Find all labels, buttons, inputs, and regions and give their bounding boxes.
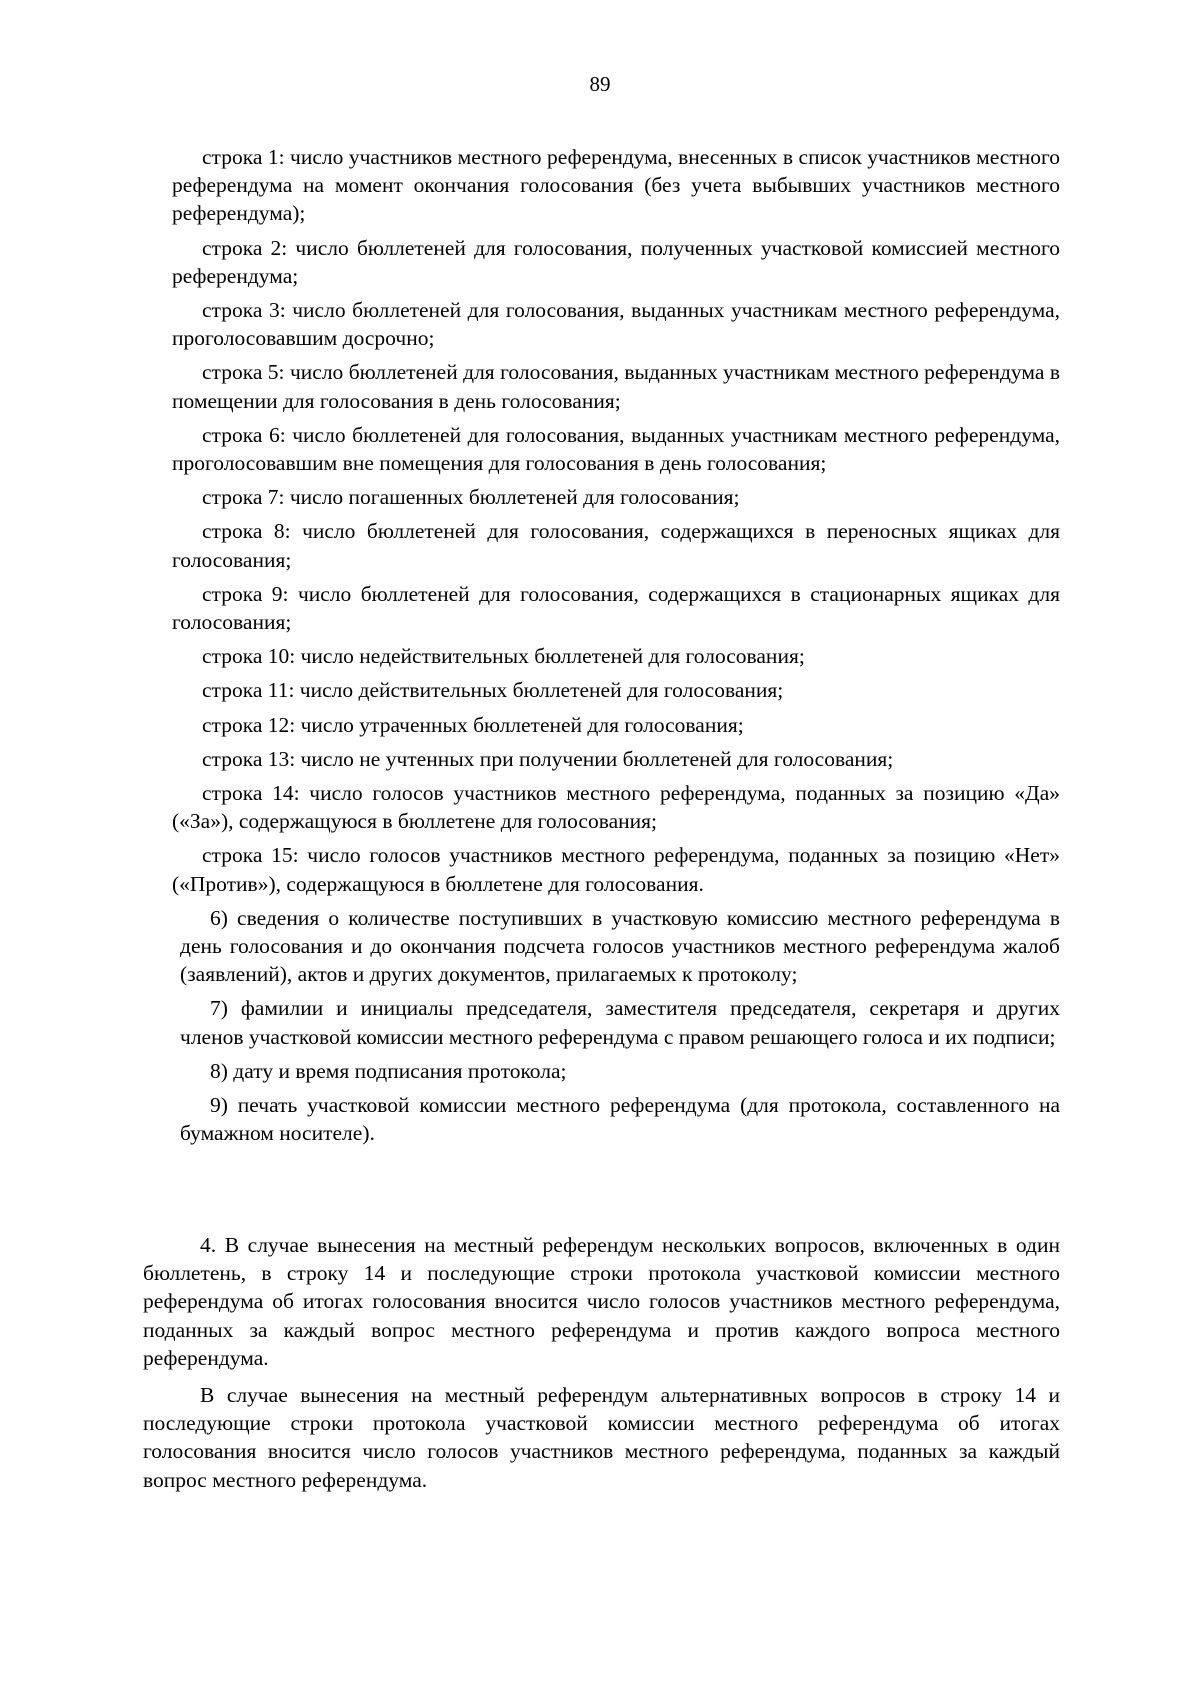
protocol-line-5: строка 5: число бюллетеней для голосования, выданных участникам местного референдума в помещении для голосования в день голосования; [172,360,1060,413]
section-4 [143,1231,1060,1378]
protocol-line-9: строка 9: число бюллетеней для голосования, содержащихся в стационарных ящиках для голосования; [172,581,1060,635]
protocol-line-7: строка 7: число погашенных бюллетеней для голосования; [202,485,740,510]
protocol-line-13: строка 13: число не учтенных при получении бюллетеней для голосования; [202,746,894,771]
protocol-line-15: строка 15: число голосов участников местного референдума, поданных за позицию «Нет» («Против»), содержащуюся в бюллетене для голосования. [172,843,1060,896]
section-4-paragraph: 4. В случае вынесения на местный референдум нескольких вопросов, включенных в один бюллетень, в строку 14 и последующие строки протокола участковой комиссии местного референдума об итогах голосования вносится число голосов участников местного референдума, поданных за каждый вопрос местного референдума и против каждого вопроса местного референдума. [143,1233,1060,1370]
section-alternative-questions [143,1381,1060,1500]
alternative-questions-paragraph: В случае вынесения на местный референдум альтернативных вопросов в строку 14 и последующие строки протокола участковой комиссии местного референдума об итогах голосования вносится число голосов участников местного референдума, поданных за каждый вопрос местного референдума. [143,1383,1060,1492]
protocol-line-3: строка 3: число бюллетеней для голосования, выданных участникам местного референдума, проголосовавшим досрочно; [172,298,1060,351]
protocol-line-2: строка 2: число бюллетеней для голосования, полученных участковой комиссией местного референдума; [172,235,1060,288]
list-item-9: 9) печать участковой комиссии местного референдума (для протокола, составленного на бумажном носителе). [180,1093,1060,1146]
protocol-line-11: строка 11: число действительных бюллетеней для голосования; [202,678,784,703]
list-item-6: 6) сведения о количестве поступивших в участковую комиссию местного референдума в день голосования и до окончания подсчета голосов участников местного референдума жалоб (заявлений), актов и других документов, прилагаемых к протоколу; [180,905,1060,987]
protocol-line-1: строка 1: число участников местного референдума, внесенных в список участников местного референдума на момент окончания голосования (без учета выбывших участников местного референдума); [172,145,1060,226]
list-item-8: 8) дату и время подписания протокола; [210,1058,567,1083]
page-number: 89 [589,72,611,96]
protocol-line-8: строка 8: число бюллетеней для голосования, содержащихся в переносных ящиках для голосования; [172,519,1060,572]
document-body [143,143,1060,1492]
protocol-line-6: строка 6: число бюллетеней для голосования, выданных участникам местного референдума, проголосовавшим вне помещения для голосования в день голосования; [172,422,1060,476]
list-item-7: 7) фамилии и инициалы председателя, заместителя председателя, секретаря и других членов участковой комиссии местного референдума с правом решающего голоса и их подписи; [180,996,1060,1049]
protocol-line-12: строка 12: число утраченных бюллетеней для голосования; [202,712,744,737]
protocol-line-14: строка 14: число голосов участников местного референдума, поданных за позицию «Да» («За»), содержащуюся в бюллетене для голосования; [172,781,1060,834]
protocol-line-10: строка 10: число недействительных бюллетеней для голосования; [202,644,805,669]
